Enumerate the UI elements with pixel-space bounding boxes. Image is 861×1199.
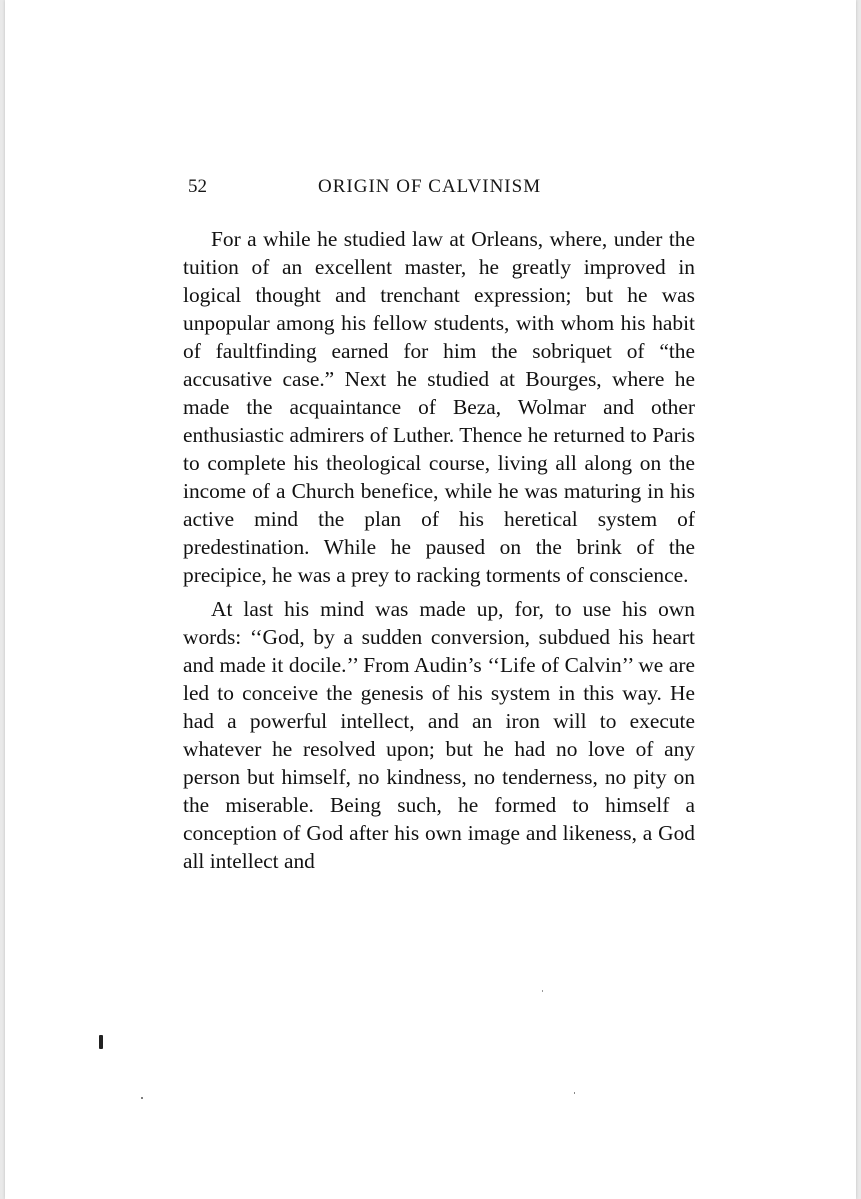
paragraph: For a while he studied law at Orleans, where, under the tuition of an excellent master, he greatly improved in logical thought and trenchant expression; but he was unpopular among his fellow students, with whom his habit of faultfinding earned for him the sobriquet of “the accusative case.” Next he studied at Bourges, where he made the acquaintance of Beza, Wolmar and other enthusiastic admirers of Luther. Thence he returned to Paris to complete his theological course, living all along on the income of a Church benefice, while he was maturing in his active mind the plan of his heretical system of predestination. While he paused on the brink of the precipice, he was a prey to racking torments of conscience. [183,227,695,587]
scan-margin-mark [99,1035,103,1049]
scan-speck [141,1097,143,1099]
scan-speck [542,990,543,992]
page-number: 52 [188,176,207,197]
running-title: ORIGIN OF CALVINISM [318,176,542,197]
scan-speck [574,1092,575,1094]
paragraph: At last his mind was made up, for, to use his own words: ‘‘God, by a sudden conversion, subdued his heart and made it docile.’’ From Audin’s ‘‘Life of Calvin’’ we are led to conceive the genesis of his system in this way. He had a powerful intellect, and an iron will to execute whatever he resolved upon; but he had no love of any person but himself, no kindness, no tenderness, no pity on the miserable. Being such, he formed to himself a conception of God after his own image and likeness, a God all intellect and [183,597,695,873]
body-text [183,225,695,875]
page-header [188,176,693,200]
document-page [5,0,856,1199]
